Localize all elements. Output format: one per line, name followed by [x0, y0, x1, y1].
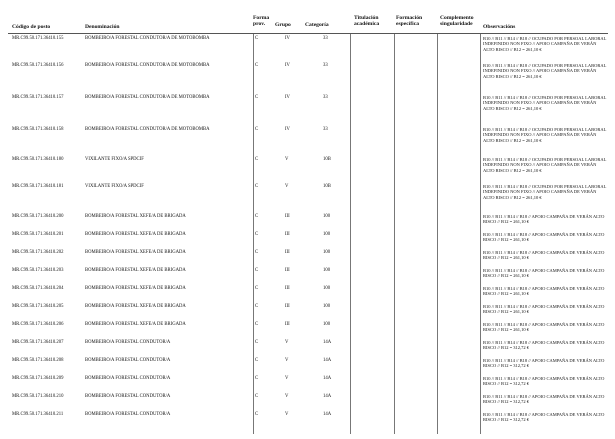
- cell-grupo: V: [285, 157, 289, 162]
- cell-grupo: III: [285, 214, 290, 219]
- cell-codigo: MR.C99.50.171.36410.208: [12, 358, 64, 363]
- column-divider: [437, 34, 438, 434]
- cell-codigo: MR.C99.50.171.36410.155: [12, 36, 64, 41]
- cell-denominacion: BOMBEIRO/A FORESTAL CONDUTOR/A DE MOTOBOMBA: [85, 63, 210, 68]
- cell-grupo: V: [285, 358, 289, 363]
- cell-forma: C: [255, 232, 259, 237]
- cell-grupo: IV: [285, 63, 290, 68]
- cell-codigo: MR.C99.50.171.36410.180: [12, 157, 64, 162]
- cell-categoria: 100: [323, 268, 331, 273]
- cell-forma: C: [255, 36, 259, 41]
- cell-grupo: III: [285, 286, 290, 291]
- cell-grupo: IV: [285, 95, 290, 100]
- cell-observaciones: B10 // B11 // B14 // B18 // APOIO CAMPAÑA DE VERÁN ALTO RISCO // B12 = 261,10 €: [483, 304, 605, 315]
- cell-denominacion: BOMBEIRO/A FORESTAL XEFE/A DE BRIGADA: [85, 250, 186, 255]
- cell-forma: C: [255, 250, 259, 255]
- cell-forma: C: [255, 358, 259, 363]
- cell-categoria: 14A: [323, 340, 332, 345]
- cell-grupo: III: [285, 232, 290, 237]
- cell-forma: C: [255, 63, 259, 68]
- cell-codigo: MR.C99.50.171.36410.209: [12, 376, 64, 381]
- cell-grupo: V: [285, 394, 289, 399]
- cell-codigo: MR.C99.50.171.36410.206: [12, 322, 64, 327]
- cell-grupo: IV: [285, 36, 290, 41]
- cell-codigo: MR.C99.50.171.36410.158: [12, 127, 64, 132]
- cell-denominacion: BOMBEIRO/A FORESTAL CONDUTOR/A DE MOTOBOMBA: [85, 36, 210, 41]
- cell-observaciones: B10 // B11 // B14 // B18 // OCUPADO POR PERSOAL LABORAL INDEFINIDO NON FIXO // APOIO CAMPAÑA DE VERÁN ALTO RISCO // B12 = 261,10 €: [483, 95, 607, 111]
- cell-denominacion: BOMBEIRO/A FORESTAL XEFE/A DE BRIGADA: [85, 268, 186, 273]
- cell-observaciones: B10 // B11 // B14 // B18 // APOIO CAMPAÑA DE VERÁN ALTO RISCO // B12 = 261,10 €: [483, 214, 605, 225]
- cell-denominacion: BOMBEIRO/A FORESTAL CONDUTOR/A: [85, 394, 171, 399]
- cell-forma: C: [255, 184, 259, 189]
- cell-grupo: III: [285, 250, 290, 255]
- cell-codigo: MR.C99.50.171.36410.202: [12, 250, 64, 255]
- cell-observaciones: B10 // B11 // B14 // B18 // APOIO CAMPAÑA DE VERÁN ALTO RISCO // B12 = 261,10 €: [483, 286, 605, 297]
- cell-grupo: III: [285, 268, 290, 273]
- cell-forma: C: [255, 268, 259, 273]
- cell-grupo: V: [285, 376, 289, 381]
- cell-forma: C: [255, 286, 259, 291]
- cell-categoria: 14A: [323, 412, 332, 417]
- cell-denominacion: BOMBEIRO/A FORESTAL XEFE/A DE BRIGADA: [85, 322, 186, 327]
- cell-forma: C: [255, 394, 259, 399]
- cell-grupo: III: [285, 322, 290, 327]
- cell-categoria: 100: [323, 250, 331, 255]
- cell-observaciones: B10 // B11 // B14 // B18 // APOIO CAMPAÑA DE VERÁN ALTO RISCO // B12 = 312,72 €: [483, 394, 605, 405]
- cell-observaciones: B10 // B11 // B14 // B18 // APOIO CAMPAÑA DE VERÁN ALTO RISCO // B12 = 312,72 €: [483, 340, 605, 351]
- cell-codigo: MR.C99.50.171.36410.156: [12, 63, 64, 68]
- cell-observaciones: B10 // B11 // B14 // B18 // OCUPADO POR PERSOAL LABORAL INDEFINIDO NON FIXO // APOIO CAMPAÑA DE VERÁN ALTO RISCO // B12 = 261,10 €: [483, 184, 607, 200]
- cell-forma: C: [255, 157, 259, 162]
- cell-categoria: 100: [323, 214, 331, 219]
- cell-observaciones: B10 // B11 // B14 // B18 // OCUPADO POR PERSOAL LABORAL INDEFINIDO NON FIXO // APOIO CAMPAÑA DE VERÁN ALTO RISCO // B12 = 261,10 €: [483, 36, 607, 52]
- cell-observaciones: B10 // B11 // B14 // B18 // APOIO CAMPAÑA DE VERÁN ALTO RISCO // B12 = 261,10 €: [483, 250, 605, 261]
- cell-denominacion: BOMBEIRO/A FORESTAL CONDUTOR/A: [85, 340, 171, 345]
- cell-observaciones: B10 // B11 // B14 // B18 // APOIO CAMPAÑA DE VERÁN ALTO RISCO // B12 = 312,72 €: [483, 376, 605, 387]
- cell-observaciones: B10 // B11 // B14 // B18 // OCUPADO POR PERSOAL LABORAL INDEFINIDO NON FIXO // APOIO CAMPAÑA DE VERÁN ALTO RISCO // B12 = 261,10 €: [483, 127, 607, 143]
- header-denominacion: Denominación: [85, 24, 120, 30]
- cell-categoria: 10B: [323, 157, 331, 162]
- cell-observaciones: B10 // B11 // B14 // B18 // APOIO CAMPAÑA DE VERÁN ALTO RISCO // B12 = 312,72 €: [483, 358, 605, 369]
- cell-denominacion: BOMBEIRO/A FORESTAL XEFE/A DE BRIGADA: [85, 232, 186, 237]
- cell-categoria: 100: [323, 322, 331, 327]
- column-divider: [480, 34, 481, 434]
- header-titulacion: Titulación académica: [354, 15, 380, 28]
- cell-categoria: 33: [323, 127, 328, 132]
- cell-codigo: MR.C99.50.171.36410.181: [12, 184, 64, 189]
- header-formacion: Formación específica: [396, 15, 423, 28]
- cell-categoria: 100: [323, 286, 331, 291]
- cell-categoria: 14A: [323, 376, 332, 381]
- cell-denominacion: BOMBEIRO/A FORESTAL CONDUTOR/A DE MOTOBOMBA: [85, 127, 210, 132]
- cell-codigo: MR.C99.50.171.36410.200: [12, 214, 64, 219]
- cell-observaciones: B10 // B11 // B14 // B18 // APOIO CAMPAÑA DE VERÁN ALTO RISCO // B12 = 261,10 €: [483, 322, 605, 333]
- header-complemento: Complemento singularidade: [440, 15, 474, 28]
- cell-grupo: V: [285, 184, 289, 189]
- cell-categoria: 14A: [323, 358, 332, 363]
- cell-codigo: MR.C99.50.171.36410.204: [12, 286, 64, 291]
- cell-categoria: 100: [323, 304, 331, 309]
- column-divider: [253, 34, 254, 434]
- cell-denominacion: VIXILANTE FIXO/A SPDCIF: [85, 184, 144, 189]
- header-rule: [8, 33, 608, 34]
- cell-codigo: MR.C99.50.171.36410.205: [12, 304, 64, 309]
- cell-categoria: 100: [323, 232, 331, 237]
- cell-observaciones: B10 // B11 // B14 // B18 // OCUPADO POR PERSOAL LABORAL INDEFINIDO NON FIXO // APOIO CAMPAÑA DE VERÁN ALTO RISCO // B12 = 261,10 €: [483, 63, 607, 79]
- cell-grupo: IV: [285, 127, 290, 132]
- cell-observaciones: B10 // B11 // B14 // B18 // APOIO CAMPAÑA DE VERÁN ALTO RISCO // B12 = 261,10 €: [483, 268, 605, 279]
- cell-observaciones: B10 // B11 // B14 // B18 // APOIO CAMPAÑA DE VERÁN ALTO RISCO // B12 = 261,10 €: [483, 232, 605, 243]
- cell-categoria: 33: [323, 36, 328, 41]
- cell-categoria: 33: [323, 63, 328, 68]
- cell-grupo: V: [285, 412, 289, 417]
- header-forma: Forma prov.: [253, 15, 270, 28]
- cell-codigo: MR.C99.50.171.36410.157: [12, 95, 64, 100]
- header-codigo: Código de posto: [12, 24, 51, 30]
- cell-observaciones: B10 // B11 // B14 // B18 // OCUPADO POR PERSOAL LABORAL INDEFINIDO NON FIXO // APOIO CAMPAÑA DE VERÁN ALTO RISCO // B12 = 261,10 €: [483, 157, 607, 173]
- column-divider: [350, 34, 351, 434]
- cell-codigo: MR.C99.50.171.36410.201: [12, 232, 64, 237]
- cell-categoria: 14A: [323, 394, 332, 399]
- cell-observaciones: B10 // B11 // B14 // B18 // APOIO CAMPAÑA DE VERÁN ALTO RISCO // B12 = 312,72 €: [483, 412, 605, 423]
- cell-forma: C: [255, 412, 259, 417]
- cell-grupo: V: [285, 340, 289, 345]
- cell-denominacion: BOMBEIRO/A FORESTAL XEFE/A DE BRIGADA: [85, 286, 186, 291]
- cell-forma: C: [255, 376, 259, 381]
- header-categoria: Categoría: [305, 22, 329, 28]
- cell-forma: C: [255, 304, 259, 309]
- column-divider: [394, 34, 395, 434]
- cell-categoria: 33: [323, 95, 328, 100]
- header-grupo: Grupo: [275, 22, 291, 28]
- table-header: [0, 12, 615, 34]
- cell-forma: C: [255, 322, 259, 327]
- cell-denominacion: BOMBEIRO/A FORESTAL XEFE/A DE BRIGADA: [85, 214, 186, 219]
- cell-codigo: MR.C99.50.171.36410.203: [12, 268, 64, 273]
- cell-denominacion: BOMBEIRO/A FORESTAL CONDUTOR/A: [85, 412, 171, 417]
- cell-forma: C: [255, 127, 259, 132]
- cell-forma: C: [255, 340, 259, 345]
- cell-denominacion: BOMBEIRO/A FORESTAL XEFE/A DE BRIGADA: [85, 304, 186, 309]
- cell-denominacion: BOMBEIRO/A FORESTAL CONDUTOR/A: [85, 358, 171, 363]
- cell-categoria: 10B: [323, 184, 331, 189]
- cell-forma: C: [255, 95, 259, 100]
- cell-grupo: III: [285, 304, 290, 309]
- cell-denominacion: BOMBEIRO/A FORESTAL CONDUTOR/A DE MOTOBOMBA: [85, 95, 210, 100]
- cell-denominacion: VIXILANTE FIXO/A SPDCIF: [85, 157, 144, 162]
- header-observaciones: Observacións: [483, 24, 516, 30]
- cell-codigo: MR.C99.50.171.36410.210: [12, 394, 64, 399]
- cell-codigo: MR.C99.50.171.36410.211: [12, 412, 64, 417]
- cell-codigo: MR.C99.50.171.36410.207: [12, 340, 64, 345]
- cell-denominacion: BOMBEIRO/A FORESTAL CONDUTOR/A: [85, 376, 171, 381]
- cell-forma: C: [255, 214, 259, 219]
